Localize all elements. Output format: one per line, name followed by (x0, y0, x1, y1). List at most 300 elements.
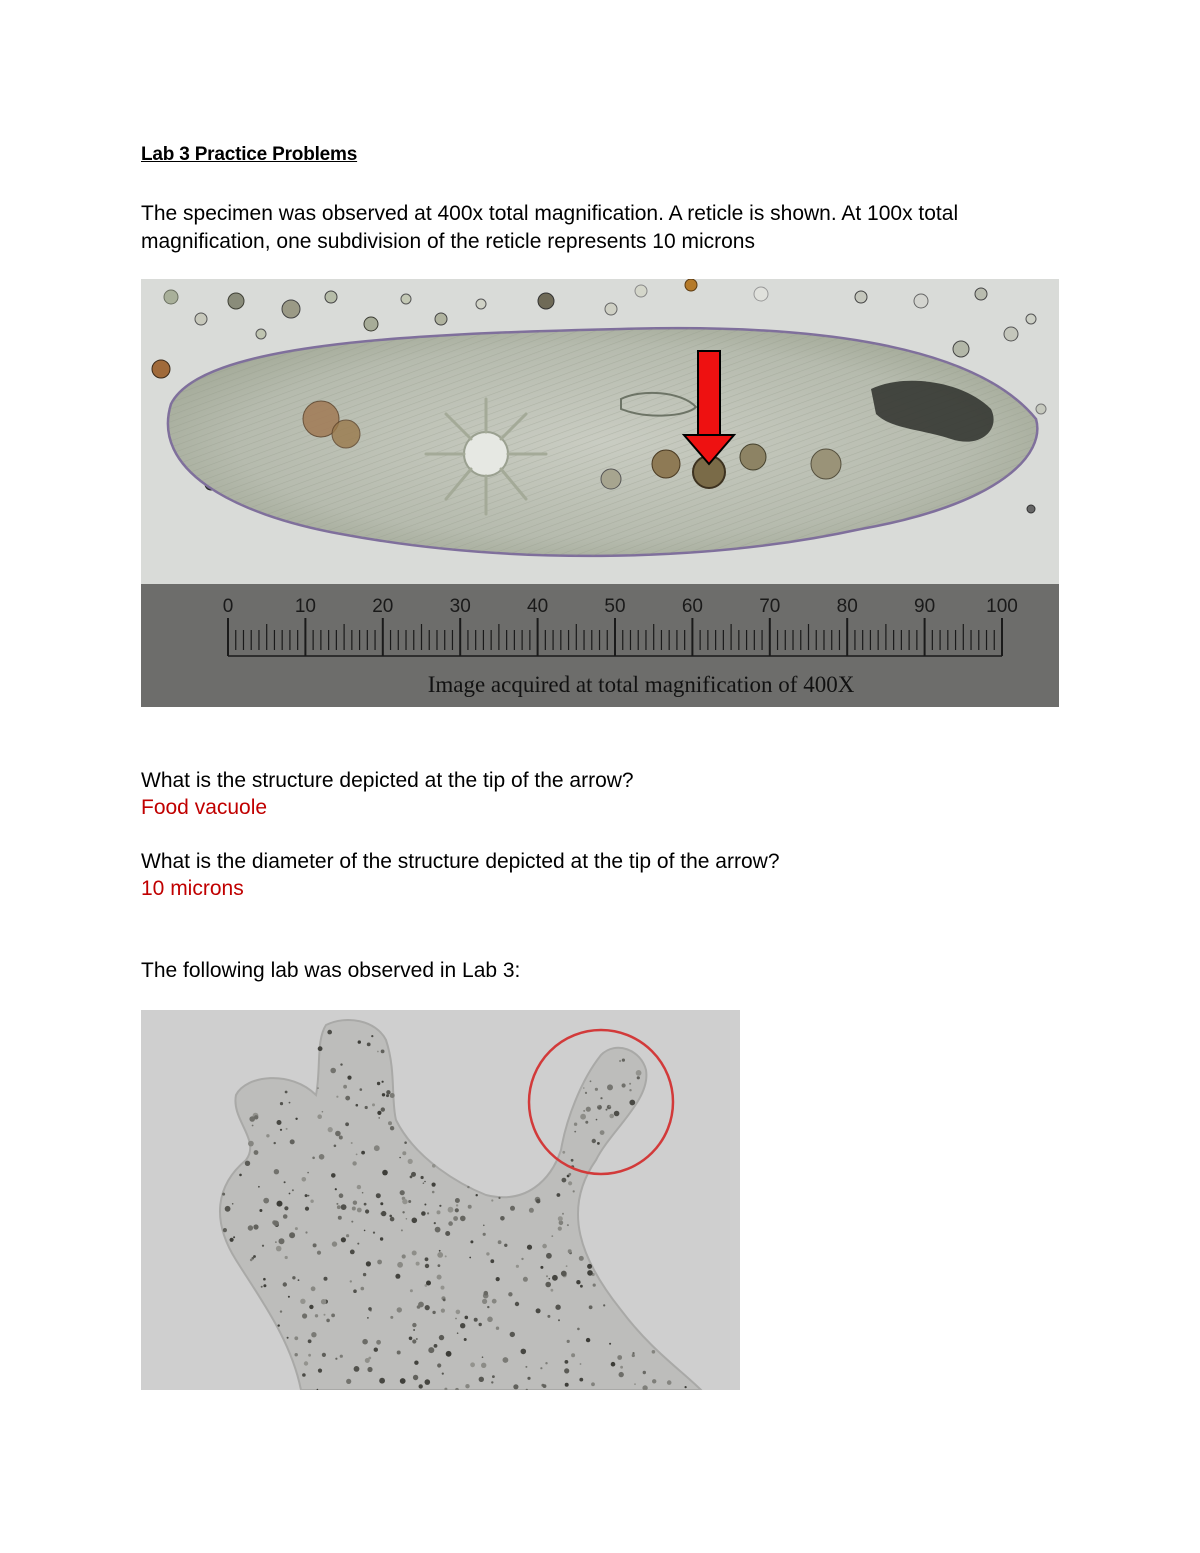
granule (317, 1087, 319, 1089)
granule (510, 1332, 515, 1337)
granule (567, 1340, 570, 1343)
granule (619, 1060, 621, 1062)
granule (490, 1259, 494, 1263)
granule (356, 1154, 358, 1156)
granule (590, 1080, 592, 1082)
granule (536, 1308, 541, 1313)
granule (432, 1311, 435, 1314)
granule (527, 1377, 530, 1380)
granule (571, 1353, 575, 1357)
figure-caption: Image acquired at total magnification of 400X (427, 672, 855, 697)
granule (457, 1332, 459, 1334)
granule (371, 1035, 373, 1037)
reticle-label: 20 (372, 596, 394, 617)
granule (637, 1076, 640, 1079)
granule (482, 1356, 484, 1358)
reticle-label: 30 (449, 596, 471, 617)
granule (487, 1317, 493, 1323)
granule (400, 1190, 405, 1195)
granule (233, 1236, 235, 1238)
granule (425, 1257, 429, 1261)
granule (389, 1215, 392, 1218)
granule (354, 1366, 360, 1372)
granule (425, 1305, 430, 1310)
granule (583, 1110, 585, 1112)
granule (543, 1384, 547, 1388)
question-1-text: What is the structure depicted at the tip of the arrow? (141, 769, 634, 792)
granule (322, 1111, 324, 1113)
granule (455, 1318, 457, 1320)
granule (414, 1361, 418, 1365)
granule (491, 1381, 493, 1383)
granule (263, 1198, 269, 1204)
granule (362, 1192, 364, 1194)
granule (409, 1337, 413, 1341)
granule (437, 1210, 441, 1214)
granule (574, 1123, 577, 1126)
granule (426, 1281, 431, 1286)
granule (410, 1289, 413, 1292)
granule (437, 1363, 441, 1367)
granule (377, 1260, 382, 1265)
granule (395, 1274, 400, 1279)
granule (356, 1104, 359, 1107)
granule (424, 1204, 426, 1206)
granule (336, 1096, 338, 1098)
granule (280, 1310, 282, 1312)
granule (288, 1296, 290, 1298)
granule (367, 1367, 372, 1372)
granule (347, 1076, 351, 1080)
granule (460, 1323, 465, 1328)
granule (345, 1096, 350, 1101)
granule (380, 1237, 383, 1240)
granule (586, 1107, 591, 1112)
granule (579, 1256, 584, 1261)
granule (292, 1276, 295, 1279)
granule (547, 1315, 550, 1318)
granule (598, 1105, 600, 1107)
granule (617, 1355, 622, 1360)
granule (285, 1091, 288, 1094)
granule (629, 1100, 635, 1106)
granule (632, 1352, 634, 1354)
granule (343, 1085, 347, 1089)
granule (441, 1309, 445, 1313)
page-title: Lab 3 Practice Problems (141, 144, 358, 165)
granule (574, 1131, 576, 1133)
granule (465, 1316, 469, 1320)
granule (542, 1244, 547, 1249)
granule (484, 1291, 489, 1296)
granule (428, 1347, 434, 1353)
granule (262, 1245, 264, 1247)
granule (382, 1170, 388, 1176)
granule (377, 1082, 380, 1085)
granule (585, 1092, 587, 1094)
granule (284, 1181, 286, 1183)
granule (254, 1115, 258, 1119)
granule (441, 1286, 445, 1290)
reticle-label: 90 (914, 596, 936, 617)
granule (562, 1178, 567, 1183)
granule (310, 1200, 313, 1203)
granule (540, 1266, 543, 1269)
granule (402, 1151, 406, 1155)
granule (259, 1209, 262, 1212)
granule (439, 1335, 444, 1340)
granule (309, 1305, 313, 1309)
granule (492, 1299, 497, 1304)
granule (353, 1201, 357, 1205)
question-1 (141, 767, 634, 821)
granule (390, 1217, 395, 1222)
granule (273, 1221, 279, 1227)
granule (365, 1209, 369, 1213)
granule (307, 1172, 309, 1174)
granule (503, 1357, 509, 1363)
granule (558, 1216, 563, 1221)
granule (381, 1050, 385, 1054)
granule (261, 1286, 263, 1288)
granule (252, 1125, 254, 1127)
granule (568, 1249, 572, 1253)
granule (317, 1114, 322, 1119)
granule (350, 1280, 352, 1282)
granule (328, 1127, 333, 1132)
granule (362, 1339, 368, 1345)
granule (508, 1292, 512, 1296)
granule (545, 1362, 547, 1364)
granule (388, 1121, 392, 1125)
granule (404, 1141, 407, 1144)
granule (443, 1299, 446, 1302)
granule (283, 1282, 287, 1286)
granule (351, 1221, 353, 1223)
granule (622, 1083, 626, 1087)
granule (603, 1304, 605, 1306)
granule (254, 1150, 259, 1155)
granule (295, 1353, 298, 1356)
granule (643, 1371, 646, 1374)
granule (416, 1338, 418, 1340)
granule (412, 1218, 418, 1224)
granule (667, 1380, 672, 1385)
granule (614, 1111, 620, 1117)
granule (486, 1252, 489, 1255)
granule (411, 1172, 416, 1177)
granule (523, 1277, 528, 1282)
granule (258, 1186, 260, 1188)
granule (408, 1159, 413, 1164)
granule (373, 1232, 375, 1234)
granule (579, 1378, 583, 1382)
granule (317, 1251, 321, 1255)
granule (571, 1159, 574, 1162)
granule (298, 1279, 300, 1281)
granule (358, 1040, 361, 1043)
granule (390, 1316, 393, 1319)
granule (341, 1237, 346, 1242)
granule (445, 1231, 450, 1236)
granule (376, 1340, 381, 1345)
granule (276, 1246, 282, 1252)
granule (324, 1277, 328, 1281)
reticle-label: 80 (836, 596, 858, 617)
granule (464, 1338, 467, 1341)
granule (421, 1176, 424, 1179)
granule (322, 1353, 326, 1357)
granule (576, 1280, 580, 1284)
granule (470, 1362, 475, 1367)
granule (592, 1139, 596, 1143)
granule (634, 1383, 636, 1385)
granule (482, 1299, 487, 1304)
granule (587, 1270, 593, 1276)
granule (334, 1145, 337, 1148)
granule (606, 1109, 608, 1111)
granule (335, 1131, 341, 1137)
question-2-answer: 10 microns (141, 877, 244, 900)
granule (496, 1277, 500, 1281)
question-2 (141, 848, 780, 902)
granule (374, 1348, 378, 1352)
granule (483, 1225, 485, 1227)
granule (585, 1121, 588, 1124)
granule (253, 1224, 258, 1229)
granule (285, 1256, 288, 1259)
granule (406, 1218, 408, 1220)
granule (580, 1363, 582, 1365)
granule (361, 1151, 365, 1155)
paramecium-micrograph (141, 279, 1059, 707)
granule (587, 1264, 592, 1269)
granule (302, 1373, 306, 1377)
granule (386, 1094, 389, 1097)
question-2-text: What is the diameter of the structure depicted at the tip of the arrow? (141, 850, 780, 873)
granule (312, 1157, 315, 1160)
reticle-label: 10 (294, 596, 316, 617)
granule (435, 1227, 441, 1233)
granule (223, 1228, 227, 1232)
granule (525, 1366, 527, 1368)
reticle-label: 50 (604, 596, 626, 617)
granule (566, 1265, 568, 1267)
granule (481, 1363, 486, 1368)
granule (434, 1222, 436, 1224)
granule (549, 1278, 551, 1280)
granule (600, 1097, 602, 1099)
granule (336, 1203, 338, 1205)
granule (376, 1193, 381, 1198)
granule (335, 1188, 337, 1190)
granule (397, 1351, 401, 1355)
granule (360, 1088, 363, 1091)
granule (607, 1084, 613, 1090)
granule (308, 1339, 312, 1343)
granule (304, 1361, 308, 1365)
granule (577, 1328, 580, 1331)
granule (308, 1195, 310, 1197)
granule (629, 1089, 631, 1091)
granule (380, 1202, 383, 1205)
granule (345, 1122, 349, 1126)
intro-paragraph: The specimen was observed at 400x total magnification. A reticle is shown. At 100x total magnification, one subdivision of the reticle represents 10 microns (141, 202, 959, 253)
granule (364, 1203, 367, 1206)
granule (498, 1240, 502, 1244)
granule (491, 1199, 493, 1201)
granule (295, 1227, 298, 1230)
granule (551, 1235, 553, 1237)
granule (652, 1379, 656, 1383)
granule (636, 1070, 642, 1076)
granule (492, 1375, 495, 1378)
granule (527, 1245, 532, 1250)
granule (397, 1307, 402, 1312)
granule (455, 1208, 459, 1212)
granule (591, 1382, 595, 1386)
granule (402, 1211, 404, 1213)
granule (277, 1120, 282, 1125)
granule (289, 1232, 295, 1238)
granule (476, 1194, 478, 1196)
granule (390, 1093, 395, 1098)
granule (381, 1211, 386, 1216)
granule (562, 1213, 564, 1215)
granule (402, 1199, 407, 1204)
reticle-label: 60 (681, 596, 703, 617)
granule (382, 1081, 384, 1083)
granule (652, 1350, 656, 1354)
granule (434, 1344, 438, 1348)
granule (274, 1169, 279, 1174)
granule (321, 1299, 326, 1304)
granule (555, 1305, 560, 1310)
granule (248, 1141, 254, 1147)
granule (419, 1384, 423, 1388)
granule (381, 1107, 385, 1111)
granule (352, 1207, 356, 1211)
granule (363, 1273, 366, 1276)
granule (361, 1287, 365, 1291)
granule (367, 1317, 369, 1319)
granule (313, 1243, 317, 1247)
granule (586, 1338, 590, 1342)
granule (470, 1240, 473, 1243)
granule (439, 1250, 441, 1252)
granule (413, 1329, 415, 1331)
granule (331, 1173, 336, 1178)
granule (331, 1314, 335, 1318)
granule (239, 1174, 242, 1177)
granule (622, 1059, 625, 1062)
granule (593, 1284, 596, 1287)
granule (399, 1157, 401, 1159)
granule (568, 1173, 571, 1176)
granule (279, 1238, 285, 1244)
granule (335, 1358, 337, 1360)
granule (339, 1193, 344, 1198)
granule (225, 1206, 231, 1212)
granule (423, 1182, 425, 1184)
granule (583, 1087, 585, 1089)
granule (408, 1200, 411, 1203)
granule (311, 1286, 316, 1291)
granule (318, 1046, 323, 1051)
granule (479, 1323, 482, 1326)
lab-statement: The following lab was observed in Lab 3: (141, 959, 521, 982)
granule (632, 1354, 635, 1357)
granule (357, 1243, 359, 1245)
granule (305, 1207, 309, 1211)
granule (372, 1103, 375, 1106)
granule (421, 1211, 426, 1216)
granule (467, 1186, 469, 1188)
granule (510, 1206, 515, 1211)
granule (561, 1271, 567, 1277)
granule (496, 1327, 499, 1330)
granule (568, 1181, 572, 1185)
granule (589, 1305, 593, 1309)
granule (353, 1289, 357, 1293)
granule (609, 1105, 611, 1107)
granule (417, 1305, 421, 1309)
granule (377, 1111, 381, 1115)
granule (386, 1090, 390, 1094)
granule (540, 1367, 542, 1369)
reticle-label: 40 (527, 596, 549, 617)
granule (305, 1231, 307, 1233)
granule (552, 1275, 558, 1281)
granule (580, 1114, 586, 1120)
granule (424, 1181, 426, 1183)
granule (545, 1282, 551, 1288)
granule (465, 1384, 469, 1388)
granule (263, 1278, 266, 1281)
granule (283, 1214, 288, 1219)
granule (274, 1142, 276, 1144)
granule (413, 1375, 418, 1380)
reticle-label: 100 (986, 596, 1018, 617)
granule (232, 1203, 234, 1205)
granule (294, 1336, 298, 1340)
granule (252, 1257, 255, 1260)
granule (432, 1164, 436, 1168)
granule (580, 1285, 583, 1288)
granule (446, 1351, 452, 1357)
granule (311, 1332, 316, 1337)
granule (318, 1369, 322, 1373)
granule (620, 1366, 623, 1369)
granule (456, 1204, 458, 1206)
granule (460, 1216, 466, 1222)
granule (609, 1114, 614, 1119)
granule (351, 1142, 353, 1144)
granule (437, 1275, 442, 1280)
reticle-label: 70 (759, 596, 781, 617)
granule (278, 1324, 280, 1326)
granule (352, 1161, 356, 1165)
granule (365, 1106, 368, 1109)
reticle-label: 0 (222, 596, 234, 617)
granule (455, 1198, 460, 1203)
granule (558, 1227, 562, 1231)
granule (521, 1258, 523, 1260)
granule (611, 1362, 616, 1367)
granule (340, 1355, 343, 1358)
granule (305, 1194, 308, 1197)
granule (437, 1252, 443, 1258)
